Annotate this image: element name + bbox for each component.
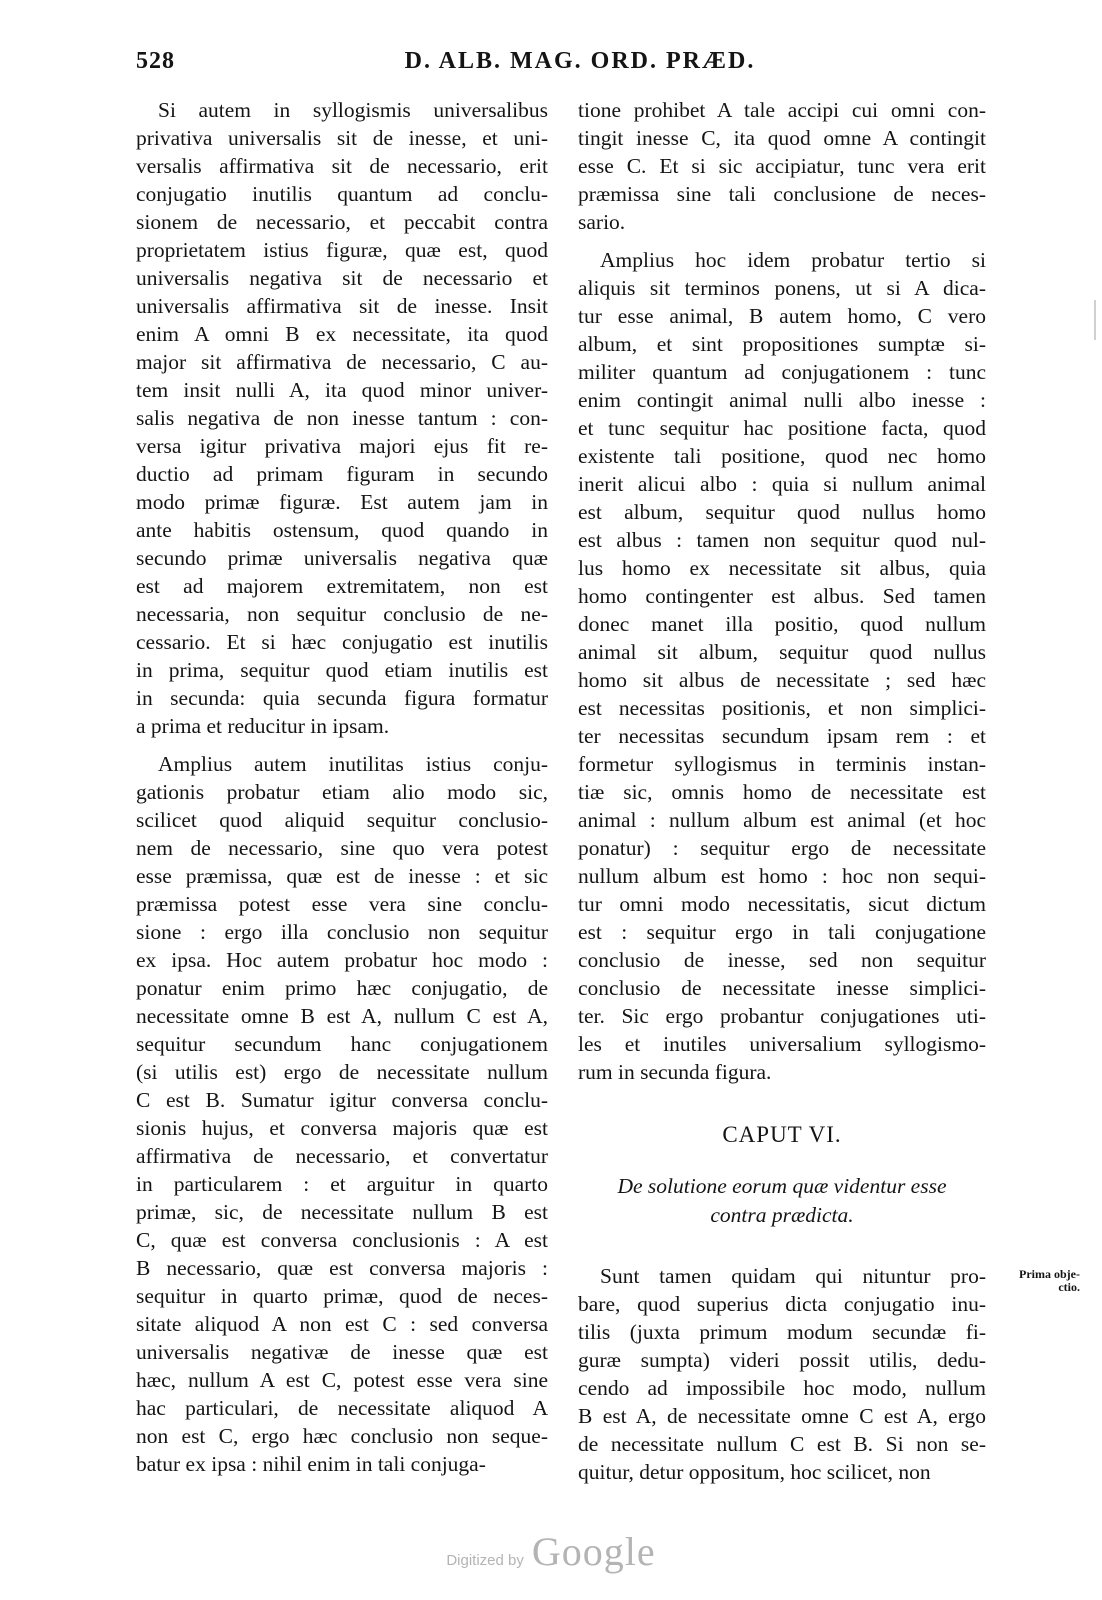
digitization-watermark <box>0 1528 1102 1575</box>
text-line: animal : nullum album est animal (et hoc <box>578 808 986 832</box>
text-line: tilis (juxta primum modum secundæ fi- <box>578 1320 986 1344</box>
text-line: conclusio de necessitate inesse simplici- <box>578 976 986 1000</box>
text-line: universalis negativæ de inesse quæ est <box>136 1340 548 1364</box>
text-line: Amplius autem inutilitas istius conju- <box>158 752 548 776</box>
text-line: privativa universalis sit de inesse, et uni- <box>136 126 548 150</box>
text-line: ex ipsa. Hoc autem probatur hoc modo : <box>136 948 548 972</box>
text-line: sionem de necessario, et peccabit contra <box>136 210 548 234</box>
text-line: animal sit album, sequitur quod nullus <box>578 640 986 664</box>
text-line: sionis hujus, et conversa majoris quæ est <box>136 1116 548 1140</box>
text-line: homo contingenter est albus. Sed tamen <box>578 584 986 608</box>
paragraph <box>136 96 548 740</box>
text-line: tur esse animal, B autem homo, C vero <box>578 304 986 328</box>
text-line: sequitur secundum hanc conjugationem <box>136 1032 548 1056</box>
text-line: necessaria, non sequitur conclusio de ne- <box>136 602 548 626</box>
text-line: secundo primæ universalis negativa quæ <box>136 546 548 570</box>
paragraph <box>136 750 548 1478</box>
margin-note-line: ctio. <box>1058 1280 1080 1294</box>
text-line: sequitur in quarto primæ, quod de neces- <box>136 1284 548 1308</box>
text-line: sario. <box>578 210 626 234</box>
text-line: C, quæ est conversa conclusionis : A est <box>136 1228 548 1252</box>
text-line: nem de necessario, sine quo vera potest <box>136 836 548 860</box>
text-line: esse C. Et si sic accipiatur, tunc vera erit <box>578 154 986 178</box>
right-column <box>578 96 986 1086</box>
text-line: Si autem in syllogismis universalibus <box>158 98 548 122</box>
text-line: batur ex ipsa : nihil enim in tali conjuga- <box>136 1452 486 1476</box>
text-line: necessitate omne B est A, nullum C est A, <box>136 1004 548 1028</box>
digitized-by-label: Digitized by <box>446 1552 524 1569</box>
text-line: præmissa potest esse vera sine conclu- <box>136 892 548 916</box>
text-line: cessario. Et si hæc conjugatio est inutilis <box>136 630 548 654</box>
running-title: D. ALB. MAG. ORD. PRÆD. <box>404 48 756 74</box>
text-line: versalis affirmativa sit de necessario, erit <box>136 154 548 178</box>
google-logo: Google <box>531 1529 656 1574</box>
text-line: præmissa sine tali conclusione de neces- <box>578 182 986 206</box>
text-line: nullum album est homo : hoc non sequi- <box>578 864 986 888</box>
text-line: Sunt tamen quidam qui nituntur pro- <box>600 1264 986 1288</box>
text-line: formetur syllogismus in terminis instan- <box>578 752 986 776</box>
text-line: hæc, nullum A est C, potest esse vera sine <box>136 1368 548 1392</box>
text-line: est albus : tamen non sequitur quod nul- <box>578 528 986 552</box>
text-line: in prima, sequitur quod etiam inutilis est <box>136 658 548 682</box>
text-line: universalis affirmativa sit de inesse. Insit <box>136 294 548 318</box>
text-line: album, et sint propositiones sumptæ si- <box>578 332 986 356</box>
text-line: gationis probatur etiam alio modo sic, <box>136 780 548 804</box>
text-line: hac particulari, de necessitate aliquod A <box>136 1396 548 1420</box>
margin-note <box>992 1268 1080 1294</box>
text-line: aliquis sit terminos ponens, ut si A dica- <box>578 276 986 300</box>
text-line: donec manet illa positio, quod nullum <box>578 612 986 636</box>
text-line: est ad majorem extremitatem, non est <box>136 574 548 598</box>
text-line: Amplius hoc idem probatur tertio si <box>600 248 986 272</box>
text-line: tem insit nulli A, ita quod minor univer- <box>136 378 548 402</box>
text-line: inerit alicui albo : quia si nullum animal <box>578 472 986 496</box>
text-line: est necessitas positionis, et non simplici- <box>578 696 986 720</box>
text-line: ante habitis ostensum, quod quando in <box>136 518 548 542</box>
text-line: et tunc sequitur hac positione facta, quod <box>578 416 986 440</box>
text-line: enim contingit animal nulli albo inesse : <box>578 388 986 412</box>
paragraph <box>578 96 986 236</box>
text-line: tione prohibet A tale accipi cui omni con- <box>578 98 986 122</box>
text-line: existente tali positione, quod nec homo <box>578 444 986 468</box>
text-line: modo primæ figuræ. Est autem jam in <box>136 490 548 514</box>
text-line: primæ, sic, de necessitate nullum B est <box>136 1200 548 1224</box>
text-line: ductio ad primam figuram in secundo <box>136 462 548 486</box>
text-line: in secunda: quia secunda figura formatur <box>136 686 548 710</box>
chapter-subtitle <box>578 1172 986 1230</box>
text-line: ponatur enim primo hæc conjugatio, de <box>136 976 548 1000</box>
text-line: B necessario, quæ est conversa majoris : <box>136 1256 548 1280</box>
text-line: de necessitate nullum C est B. Si non se- <box>578 1432 986 1456</box>
text-line: non est C, ergo hæc conclusio non seque- <box>136 1424 548 1448</box>
text-line: universalis negativa sit de necessario et <box>136 266 548 290</box>
text-line: in particularem : et arguitur in quarto <box>136 1172 548 1196</box>
text-line: versa igitur privativa majori ejus fit re- <box>136 434 548 458</box>
text-line: quitur, detur oppositum, hoc scilicet, non <box>578 1460 931 1484</box>
chapter-heading: CAPUT VI. <box>722 1122 842 1147</box>
right-column-continued <box>578 1262 986 1486</box>
text-line: B est A, de necessitate omne C est A, ergo <box>578 1404 986 1428</box>
text-line: rum in secunda figura. <box>578 1060 772 1084</box>
text-line: tur omni modo necessitatis, sicut dictum <box>578 892 986 916</box>
text-line: C est B. Sumatur igitur conversa conclu- <box>136 1088 548 1112</box>
text-line: les et inutiles universalium syllogismo- <box>578 1032 986 1056</box>
text-line: salis negativa de non inesse tantum : con- <box>136 406 548 430</box>
text-line: est : sequitur ergo in tali conjugatione <box>578 920 986 944</box>
text-line: proprietatem istius figuræ, quæ est, quod <box>136 238 548 262</box>
text-line: lus homo ex necessitate sit albus, quia <box>578 556 986 580</box>
margin-note-line: Prima obje- <box>1019 1267 1080 1281</box>
text-line: est album, sequitur quod nullus homo <box>578 500 986 524</box>
paragraph <box>578 1262 986 1486</box>
text-line: tingit inesse C, ita quod omne A contingit <box>578 126 986 150</box>
text-line: esse præmissa, quæ est de inesse : et sic <box>136 864 548 888</box>
text-line: homo sit albus de necessitate ; sed hæc <box>578 668 986 692</box>
text-line: enim A omni B ex necessitate, ita quod <box>136 322 548 346</box>
subtitle-line: contra prædicta. <box>710 1203 854 1227</box>
subtitle-line: De solutione eorum quæ videntur esse <box>617 1174 947 1198</box>
text-line: militer quantum ad conjugationem : tunc <box>578 360 986 384</box>
text-line: scilicet quod aliquid sequitur conclusio- <box>136 808 548 832</box>
text-line: major sit affirmativa de necessario, C au- <box>136 350 548 374</box>
text-line: a prima et reducitur in ipsam. <box>136 714 390 738</box>
text-line: affirmativa de necessario, et convertatur <box>136 1144 548 1168</box>
paragraph <box>578 246 986 1086</box>
text-line: conclusio de inesse, sed non sequitur <box>578 948 986 972</box>
text-line: (si utilis est) ergo de necessitate nullum <box>136 1060 548 1084</box>
text-line: ter. Sic ergo probantur conjugationes uti- <box>578 1004 986 1028</box>
text-line: tiæ sic, omnis homo de necessitate est <box>578 780 986 804</box>
left-column <box>136 96 548 1478</box>
text-line: cendo ad impossibile hoc modo, nullum <box>578 1376 986 1400</box>
text-line: ter necessitas secundum ipsam rem : et <box>578 724 986 748</box>
text-line: sitate aliquod A non est C : sed conversa <box>136 1312 548 1336</box>
text-line: bare, quod superius dicta conjugatio inu- <box>578 1292 986 1316</box>
scan-edge-mark <box>1094 300 1096 340</box>
text-line: conjugatio inutilis quantum ad conclu- <box>136 182 548 206</box>
text-line: guræ sumpta) videri possit utilis, dedu- <box>578 1348 986 1372</box>
text-line: sione : ergo illa conclusio non sequitur <box>136 920 548 944</box>
page-number: 528 <box>136 48 175 74</box>
text-line: ponatur) : sequitur ergo de necessitate <box>578 836 986 860</box>
